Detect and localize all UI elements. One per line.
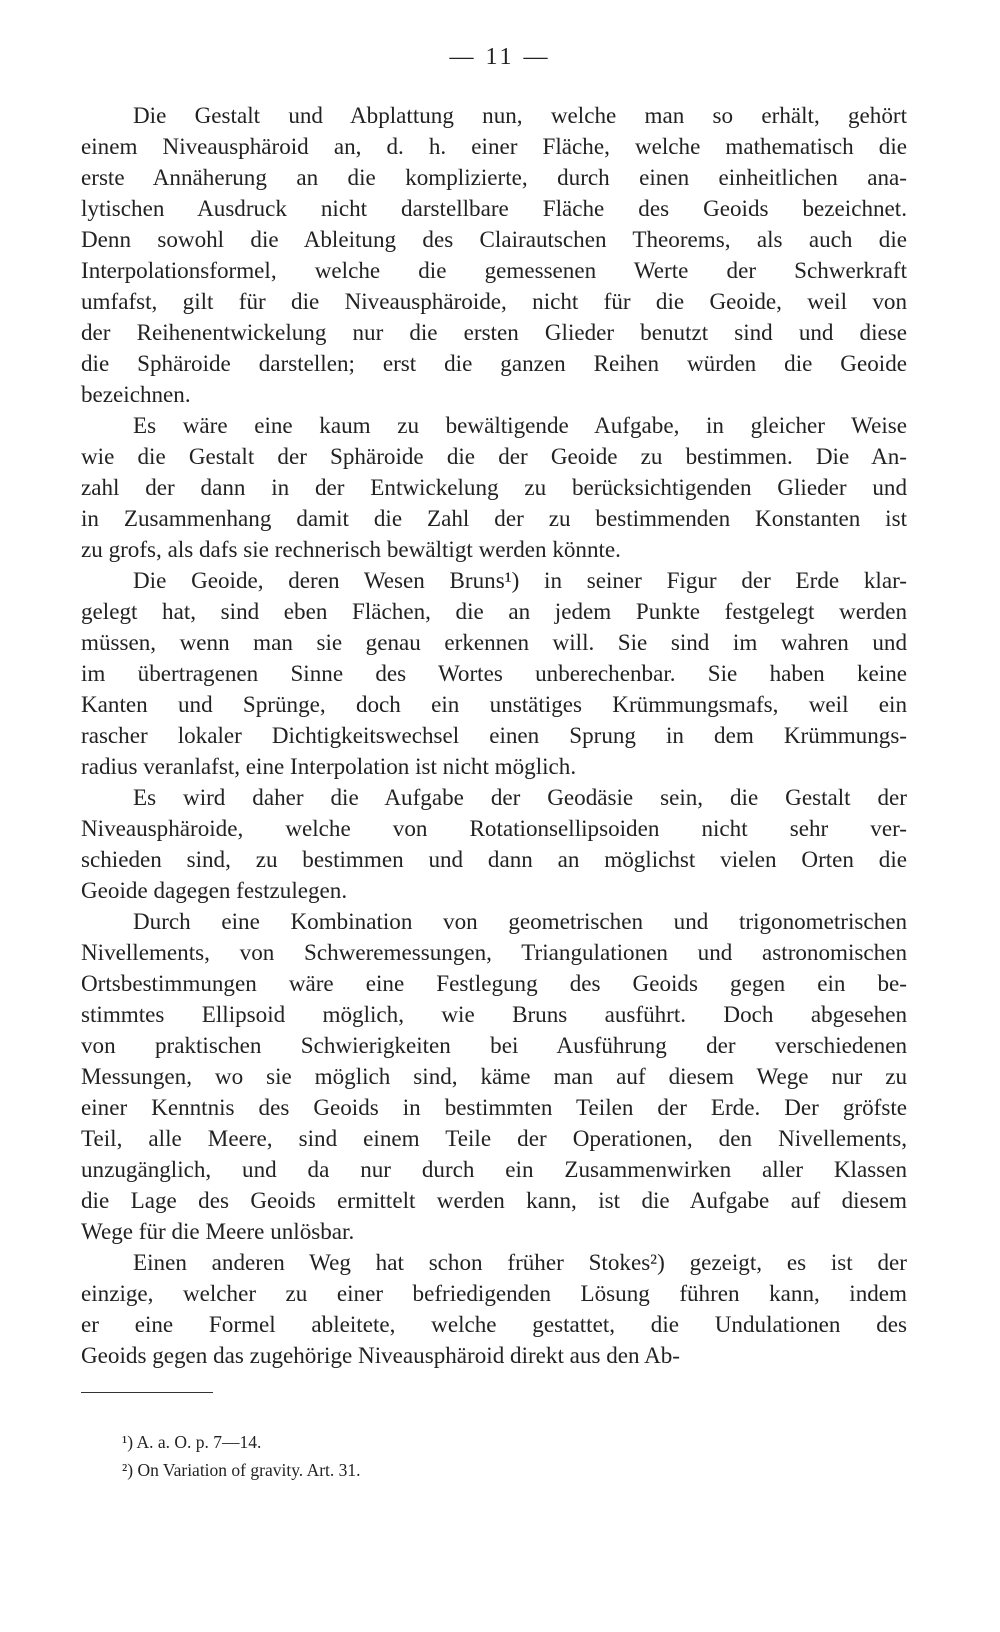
text-line: er eine Formel ableitete, welche gestattet, die Undulationen des xyxy=(81,1311,907,1337)
text-line: Teil, alle Meere, sind einem Teile der Operationen, den Nivellements, xyxy=(81,1125,907,1151)
text-line: einzige, welcher zu einer befriedigenden Lösung führen kann, indem xyxy=(81,1280,907,1306)
text-line: lytischen Ausdruck nicht darstellbare Fläche des Geoids bezeichnet. xyxy=(81,195,907,221)
text-line: Denn sowohl die Ableitung des Clairautschen Theorems, als auch die xyxy=(81,226,907,252)
footnote-2: ²) On Variation of gravity. Art. 31. xyxy=(122,1460,361,1480)
text-line: Durch eine Kombination von geometrischen und trigonometrischen xyxy=(133,908,907,934)
paragraph xyxy=(81,100,907,410)
paragraph xyxy=(81,782,907,906)
body-text xyxy=(81,100,907,1371)
text-line: umfafst, gilt für die Niveausphäroide, nicht für die Geoide, weil von xyxy=(81,288,907,314)
text-line: erste Annäherung an die komplizierte, durch einen einheitlichen ana- xyxy=(81,164,907,190)
text-line: zu grofs, als dafs sie rechnerisch bewältigt werden könnte. xyxy=(81,536,621,562)
text-line: Die Gestalt und Abplattung nun, welche man so erhält, gehört xyxy=(133,102,907,128)
text-line: Ortsbestimmungen wäre eine Festlegung des Geoids gegen ein be- xyxy=(81,970,907,996)
text-line: Kanten und Sprünge, doch ein unstätiges Krümmungsmafs, weil ein xyxy=(81,691,907,717)
text-line: Interpolationsformel, welche die gemessenen Werte der Schwerkraft xyxy=(81,257,907,283)
text-line: schieden sind, zu bestimmen und dann an möglichst vielen Orten die xyxy=(81,846,907,872)
text-line: die Lage des Geoids ermittelt werden kann, ist die Aufgabe auf diesem xyxy=(81,1187,907,1213)
text-line: von praktischen Schwierigkeiten bei Ausführung der verschiedenen xyxy=(81,1032,907,1058)
text-line: zahl der dann in der Entwickelung zu berücksichtigenden Glieder und xyxy=(81,474,907,500)
text-line: Nivellements, von Schweremessungen, Triangulationen und astronomischen xyxy=(81,939,907,965)
text-line: unzugänglich, und da nur durch ein Zusammenwirken aller Klassen xyxy=(81,1156,907,1182)
text-line: müssen, wenn man sie genau erkennen will. Sie sind im wahren und xyxy=(81,629,907,655)
text-line: stimmtes Ellipsoid möglich, wie Bruns ausführt. Doch abgesehen xyxy=(81,1001,907,1027)
text-line: Wege für die Meere unlösbar. xyxy=(81,1218,355,1244)
text-line: im übertragenen Sinne des Wortes unberechenbar. Sie haben keine xyxy=(81,660,907,686)
text-line: Messungen, wo sie möglich sind, käme man auf diesem Wege nur zu xyxy=(81,1063,907,1089)
text-line: Geoids gegen das zugehörige Niveausphäroid direkt aus den Ab- xyxy=(81,1342,680,1368)
page-number: — 11 — xyxy=(449,44,551,70)
paragraph xyxy=(81,565,907,782)
paragraph xyxy=(81,1247,907,1371)
text-line: Geoide dagegen festzulegen. xyxy=(81,877,348,903)
text-line: bezeichnen. xyxy=(81,381,191,407)
text-line: rascher lokaler Dichtigkeitswechsel einen Sprung in dem Krümmungs- xyxy=(81,722,907,748)
text-line: in Zusammenhang damit die Zahl der zu bestimmenden Konstanten ist xyxy=(81,505,907,531)
text-line: Es wäre eine kaum zu bewältigende Aufgabe, in gleicher Weise xyxy=(133,412,907,438)
paragraph xyxy=(81,410,907,565)
footnote-separator xyxy=(81,1392,213,1393)
text-line: Es wird daher die Aufgabe der Geodäsie sein, die Gestalt der xyxy=(133,784,907,810)
text-line: einer Kenntnis des Geoids in bestimmten Teilen der Erde. Der gröfste xyxy=(81,1094,907,1120)
text-line: radius veranlafst, eine Interpolation ist nicht möglich. xyxy=(81,753,577,779)
text-line: Einen anderen Weg hat schon früher Stokes²) gezeigt, es ist der xyxy=(133,1249,907,1275)
text-line: der Reihenentwickelung nur die ersten Glieder benutzt sind und diese xyxy=(81,319,907,345)
text-line: Niveausphäroide, welche von Rotationsellipsoiden nicht sehr ver- xyxy=(81,815,907,841)
footnote-1: ¹) A. a. O. p. 7—14. xyxy=(122,1432,262,1452)
paragraph xyxy=(81,906,907,1247)
text-line: einem Niveausphäroid an, d. h. einer Fläche, welche mathematisch die xyxy=(81,133,907,159)
text-line: wie die Gestalt der Sphäroide die der Geoide zu bestimmen. Die An- xyxy=(81,443,907,469)
footnotes xyxy=(122,1428,822,1484)
text-line: die Sphäroide darstellen; erst die ganzen Reihen würden die Geoide xyxy=(81,350,907,376)
text-line: gelegt hat, sind eben Flächen, die an jedem Punkte festgelegt werden xyxy=(81,598,907,624)
text-line: Die Geoide, deren Wesen Bruns¹) in seiner Figur der Erde klar- xyxy=(133,567,907,593)
